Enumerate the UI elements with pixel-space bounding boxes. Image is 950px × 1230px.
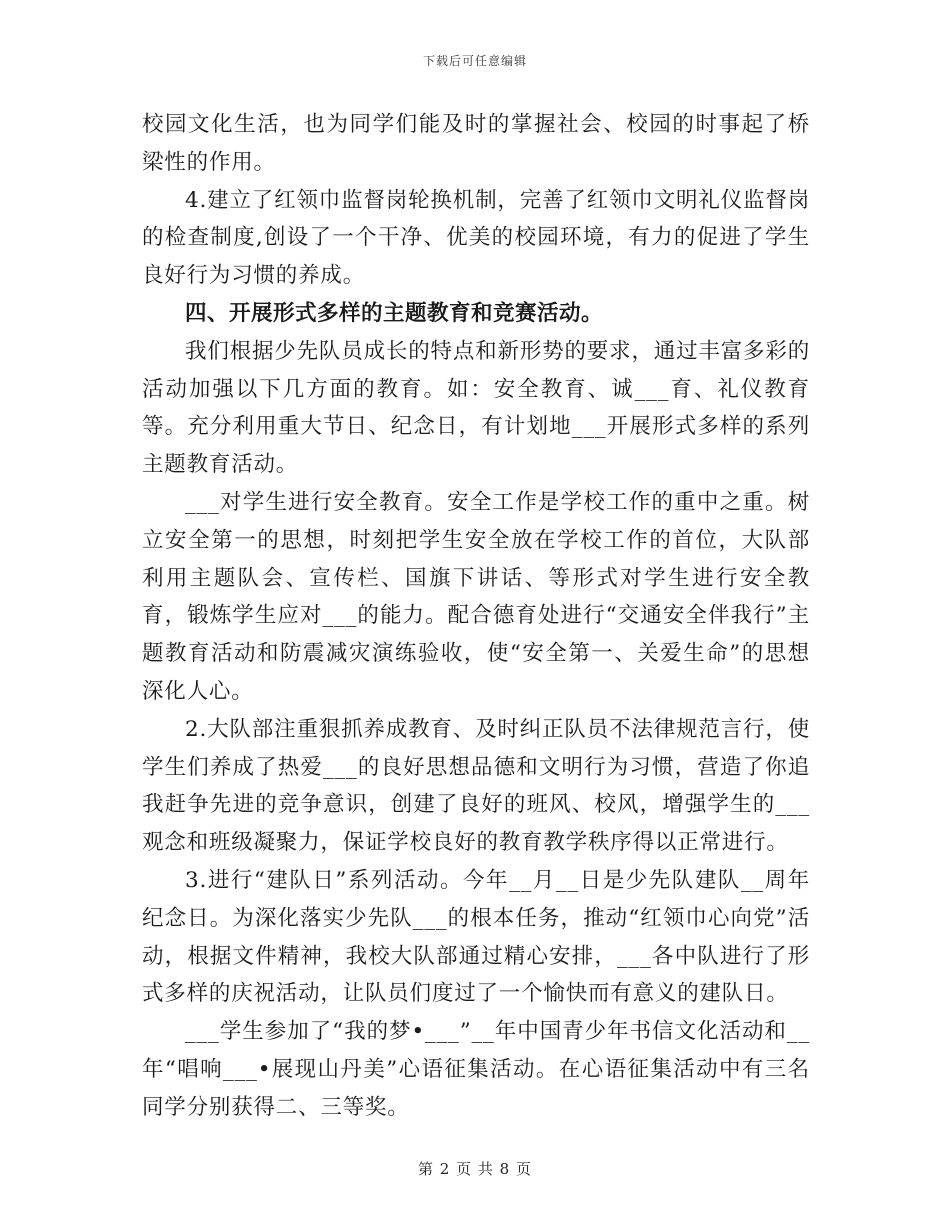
paragraph-activities: ___学生参加了“我的梦•___”__年中国青少年书信文化活动和__年“唱响___•展现山丹美”心语征集活动。在心语征集活动中有三名同学分别获得二、三等奖。 xyxy=(142,1019,810,1120)
paragraph-safety-education: ___对学生进行安全教育。安全工作是学校工作的重中之重。树立安全第一的思想，时刻把学生安全放在学校工作的首位，大队部利用主题队会、宣传栏、国旗下讲话、等形式对学生进行安全教育，锻炼学生应对___的能力。配合德育处进行“交通安全伴我行”主题教育活动和防震减灾演练验收，使“安全第一、关爱生命”的思想深化人心。 xyxy=(142,489,810,704)
section-heading: 四、开展形式多样的主题教育和竞赛活动。 xyxy=(185,300,604,326)
document-body xyxy=(142,106,810,1127)
paragraph-intro: 我们根据少先队员成长的特点和新形势的要求，通过丰富多彩的活动加强以下几方面的教育。如：安全教育、诚___育、礼仪教育等。充分利用重大节日、纪念日，有计划地___开展形式多样的系列主题教育活动。 xyxy=(142,338,810,478)
paragraph-item-4: 4.建立了红领巾监督岗轮换机制，完善了红领巾文明礼仪监督岗的检查制度,创设了一个干净、优美的校园环境，有力的促进了学生良好行为习惯的养成。 xyxy=(142,187,810,289)
paragraph-item-2: 2.大队部注重狠抓养成教育、及时纠正队员不法律规范言行，使学生们养成了热爱___的良好思想品德和文明行为习惯，营造了你追我赶争先进的竞争意识，创建了良好的班风、校风，增强学生的___观念和班级凝聚力，保证学校良好的教育教学秩序得以正常进行。 xyxy=(142,716,810,856)
page-footer: 第 2 页 共 8 页 xyxy=(418,1160,532,1178)
paragraph-continuation: 校园文化生活，也为同学们能及时的掌握社会、校园的时事起了桥梁性的作用。 xyxy=(142,112,810,175)
page-header: 下载后可任意编辑 xyxy=(422,54,527,68)
paragraph-item-3: 3.进行“建队日”系列活动。今年__月__日是少先队建队__周年纪念日。为深化落实少先队___的根本任务，推动“红领巾心向党”活动，根据文件精神，我校大队部通过精心安排，___各中队进行了形式多样的庆祝活动，让队员们度过了一个愉快而有意义的建队日。 xyxy=(142,867,810,1007)
